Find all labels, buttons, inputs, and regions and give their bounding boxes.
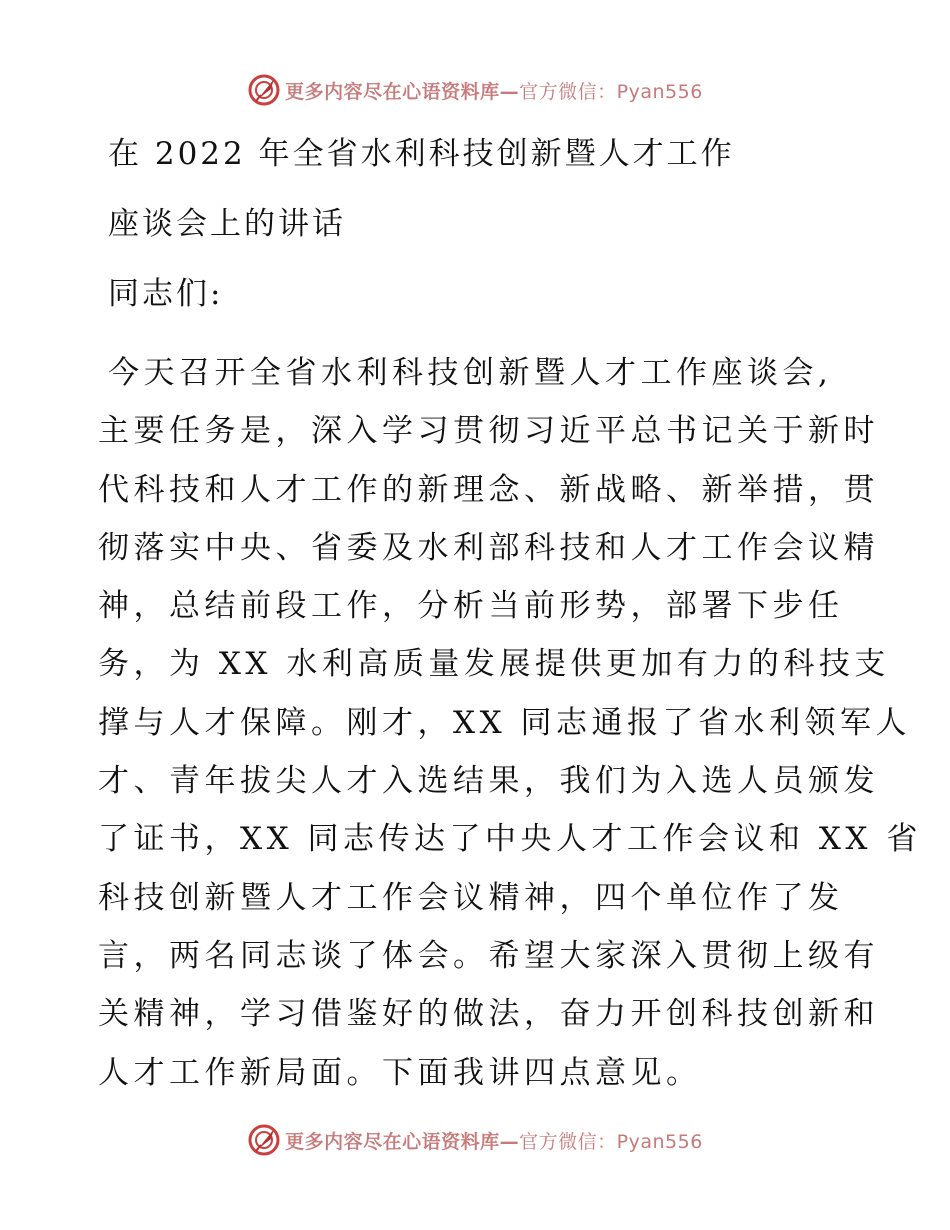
header-watermark-wechat: 官方微信：Pyan556 (519, 80, 703, 103)
salutation: 同志们: (108, 276, 224, 312)
header-watermark-title: 更多内容尽在心语资料库 (285, 80, 500, 103)
paragraph-line: 代科技和人才工作的新理念、新战略、新举措，贯 (98, 471, 879, 508)
paragraph-line: 彻落实中央、省委及水利部科技和人才工作会议精 (98, 529, 879, 566)
paragraph-line: 神，总结前段工作，分析当前形势，部署下步任 (98, 588, 844, 625)
paragraph-line: 主要任务是，深入学习贯彻习近平总书记关于新时 (98, 413, 879, 450)
paragraph-line: 才、青年拔尖人才入选结果，我们为入选人员颁发 (98, 763, 879, 800)
footer-watermark-separator: — (499, 1130, 520, 1153)
footer-watermark-wechat: 官方微信：Pyan556 (519, 1130, 703, 1153)
quill-circle-logo-icon (247, 1123, 281, 1157)
document-title-line-2: 座谈会上的讲话 (108, 206, 346, 242)
paragraph-line: 言，两名同志谈了体会。希望大家深入贯彻上级有 (98, 937, 879, 974)
paragraph-line: 今天召开全省水利科技创新暨人才工作座谈会, (108, 355, 833, 391)
footer-watermark-title: 更多内容尽在心语资料库 (285, 1130, 500, 1153)
paragraph-line: 关精神，学习借鉴好的做法，奋力开创科技创新和 (98, 996, 879, 1033)
body-paragraph (98, 344, 922, 1102)
header-watermark-text (285, 77, 703, 104)
paragraph-line: 了证书，XX 同志传达了中央人才工作会议和 XX 省 (98, 821, 922, 858)
paragraph-line: 务，为 XX 水利高质量发展提供更加有力的科技支 (98, 646, 890, 683)
paragraph-line: 科技创新暨人才工作会议精神，四个单位作了发 (98, 879, 844, 916)
document-title-line-1: 在 2022 年全省水利科技创新暨人才工作 (108, 136, 735, 172)
header-watermark-banner (0, 70, 950, 110)
footer-watermark-banner (0, 1120, 950, 1160)
footer-watermark-text (285, 1127, 703, 1154)
quill-circle-logo-icon (247, 73, 281, 107)
header-watermark-separator: — (499, 80, 520, 103)
paragraph-line: 人才工作新局面。下面我讲四点意见。 (98, 1054, 702, 1091)
paragraph-line: 撑与人才保障。刚才，XX 同志通报了省水利领军人 (98, 704, 911, 741)
